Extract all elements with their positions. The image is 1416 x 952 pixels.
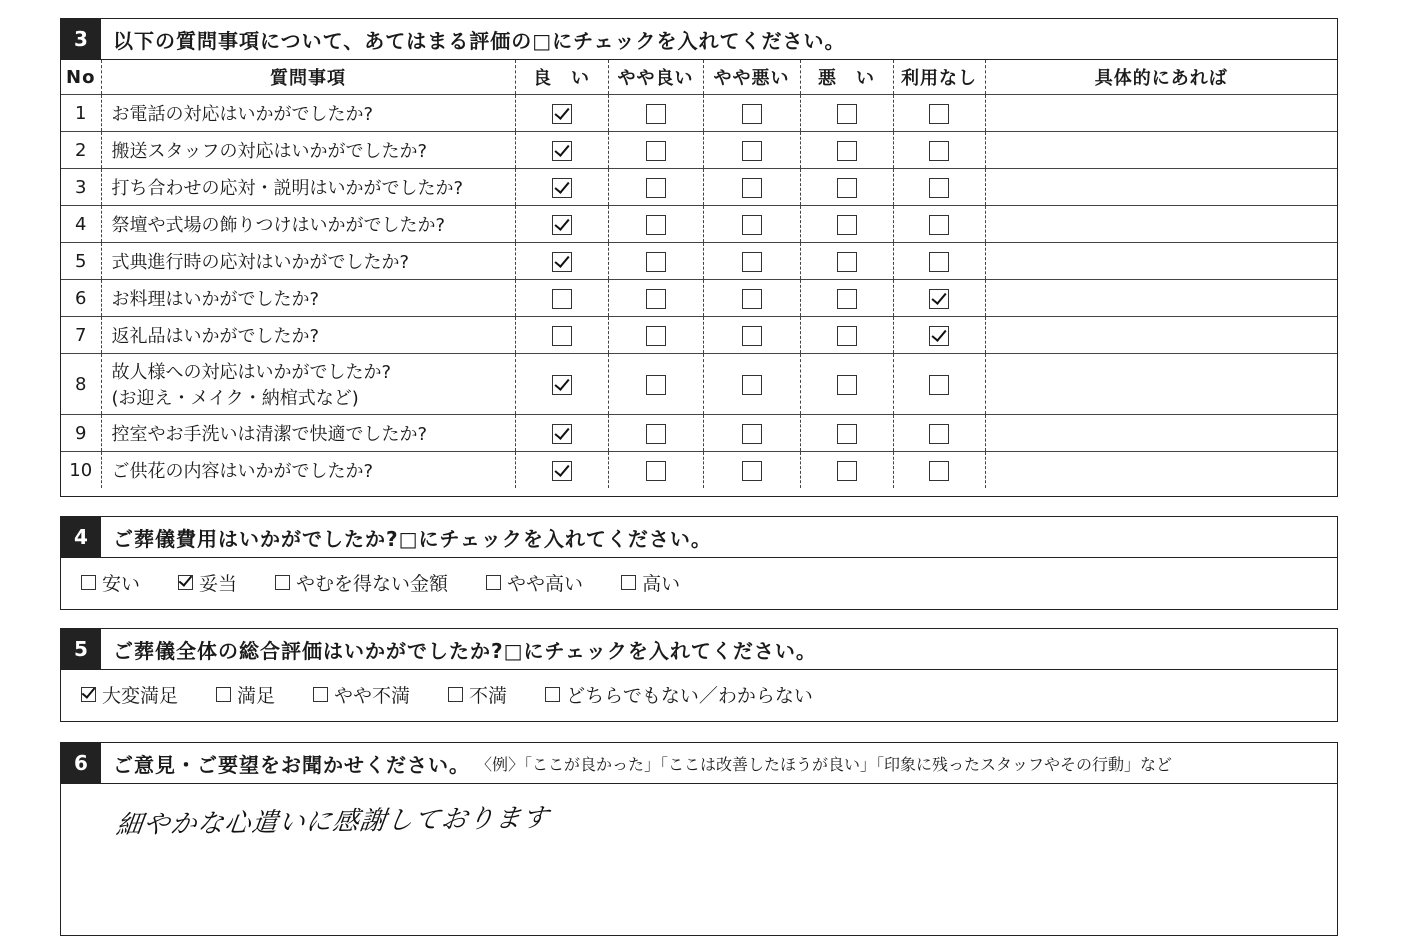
question-line-1: ご供花の内容はいかがでしたか? <box>111 461 374 482</box>
question-text <box>101 206 515 243</box>
rating-cell <box>608 317 703 354</box>
rating-checkbox[interactable] <box>742 104 762 124</box>
details-cell[interactable] <box>985 415 1337 452</box>
rating-checkbox[interactable] <box>929 375 949 395</box>
option-checkbox[interactable] <box>216 687 231 702</box>
option-label: やや不満 <box>334 684 411 707</box>
rating-checkbox[interactable] <box>646 461 666 481</box>
rating-checkbox[interactable] <box>837 375 857 395</box>
section-title-text: ご意見・ご要望をお聞かせください。 <box>113 752 470 777</box>
details-cell[interactable] <box>985 206 1337 243</box>
rating-cell <box>893 132 985 169</box>
rating-cell <box>515 354 608 415</box>
rating-checkbox[interactable] <box>929 326 949 346</box>
question-text <box>101 243 515 280</box>
cost-options <box>61 558 1337 606</box>
option-label: 満足 <box>237 684 276 707</box>
section-title: 以下の質問事項について、あてはまる評価の□にチェックを入れてください。 <box>113 28 846 53</box>
rating-checkbox[interactable] <box>742 178 762 198</box>
rating-checkbox[interactable] <box>929 461 949 481</box>
question-text <box>101 415 515 452</box>
questions-body <box>61 95 1337 489</box>
section-6-header <box>61 743 1337 784</box>
rating-checkbox[interactable] <box>837 104 857 124</box>
rating-checkbox[interactable] <box>837 215 857 235</box>
section-title <box>101 743 1172 783</box>
question-text <box>101 280 515 317</box>
option-item[interactable] <box>178 569 237 596</box>
rating-checkbox[interactable] <box>742 375 762 395</box>
rating-cell <box>608 452 703 489</box>
table-row <box>61 354 1337 415</box>
option-item[interactable] <box>621 569 680 596</box>
option-label: 妥当 <box>199 572 238 595</box>
rating-cell <box>608 415 703 452</box>
section-number: 6 <box>61 743 101 783</box>
question-line-1: お料理はいかがでしたか? <box>111 289 320 310</box>
rating-cell <box>608 243 703 280</box>
rating-checkbox[interactable] <box>742 215 762 235</box>
header-somewhat-good: やや良い <box>608 60 703 95</box>
rating-cell <box>893 169 985 206</box>
table-row <box>61 95 1337 132</box>
details-cell[interactable] <box>985 317 1337 354</box>
option-checkbox[interactable] <box>313 687 328 702</box>
rating-checkbox[interactable] <box>837 252 857 272</box>
rating-checkbox[interactable] <box>929 289 949 309</box>
overall-rating-options <box>61 670 1337 718</box>
option-label: 高い <box>642 572 681 595</box>
header-not-used: 利用なし <box>893 60 985 95</box>
rating-checkbox[interactable] <box>552 178 572 198</box>
table-row <box>61 280 1337 317</box>
option-checkbox[interactable] <box>81 575 96 590</box>
details-cell[interactable] <box>985 354 1337 415</box>
rating-cell <box>800 354 893 415</box>
section-5-header <box>61 629 1337 670</box>
rating-cell <box>703 415 800 452</box>
question-line-1: 式典進行時の応対はいかがでしたか? <box>111 252 410 273</box>
table-row <box>61 415 1337 452</box>
rating-cell <box>515 95 608 132</box>
question-line-1: 故人様への対応はいかがでしたか? <box>111 362 392 383</box>
section-3 <box>60 18 1338 497</box>
question-text <box>101 95 515 132</box>
rating-cell <box>893 243 985 280</box>
rating-checkbox[interactable] <box>646 289 666 309</box>
details-cell[interactable] <box>985 452 1337 489</box>
details-cell[interactable] <box>985 132 1337 169</box>
rating-cell <box>703 354 800 415</box>
rating-cell <box>515 415 608 452</box>
details-cell[interactable] <box>985 95 1337 132</box>
question-number: 4 <box>61 206 101 243</box>
rating-cell <box>608 132 703 169</box>
section-5 <box>60 628 1338 722</box>
question-number: 7 <box>61 317 101 354</box>
rating-checkbox[interactable] <box>646 215 666 235</box>
rating-checkbox[interactable] <box>742 252 762 272</box>
option-label: 大変満足 <box>102 684 179 707</box>
section-4 <box>60 516 1338 610</box>
question-line-1: 控室やお手洗いは清潔で快適でしたか? <box>111 424 428 445</box>
rating-checkbox[interactable] <box>837 326 857 346</box>
rating-checkbox[interactable] <box>552 141 572 161</box>
rating-cell <box>703 169 800 206</box>
option-checkbox[interactable] <box>448 687 463 702</box>
rating-cell <box>800 132 893 169</box>
option-checkbox[interactable] <box>81 687 96 702</box>
header-good: 良 い <box>515 60 608 95</box>
rating-cell <box>800 280 893 317</box>
option-label: やや高い <box>507 572 584 595</box>
rating-checkbox[interactable] <box>929 252 949 272</box>
rating-cell <box>515 243 608 280</box>
rating-checkbox[interactable] <box>837 289 857 309</box>
question-line-1: 搬送スタッフの対応はいかがでしたか? <box>111 141 428 162</box>
section-example-note: 〈例〉「ここが良かった」「ここは改善したほうが良い」「印象に残ったスタッフやその行動」など <box>476 754 1173 774</box>
rating-cell <box>703 206 800 243</box>
option-item[interactable] <box>545 681 813 708</box>
rating-cell <box>515 452 608 489</box>
rating-checkbox[interactable] <box>837 141 857 161</box>
question-text <box>101 317 515 354</box>
questions-table <box>61 60 1337 488</box>
question-number: 3 <box>61 169 101 206</box>
question-text <box>101 354 515 415</box>
details-cell[interactable] <box>985 243 1337 280</box>
option-checkbox[interactable] <box>545 687 560 702</box>
option-item[interactable] <box>216 681 275 708</box>
handwritten-comment[interactable]: 細やかな心遣いに感謝しております <box>114 803 552 841</box>
rating-checkbox[interactable] <box>552 252 572 272</box>
rating-cell <box>893 354 985 415</box>
rating-cell <box>800 206 893 243</box>
question-number: 2 <box>61 132 101 169</box>
details-cell[interactable] <box>985 280 1337 317</box>
option-checkbox[interactable] <box>178 575 193 590</box>
rating-cell <box>800 243 893 280</box>
table-row <box>61 169 1337 206</box>
header-bad: 悪 い <box>800 60 893 95</box>
table-row <box>61 132 1337 169</box>
rating-cell <box>800 415 893 452</box>
question-line-1: お電話の対応はいかがでしたか? <box>111 104 374 125</box>
option-checkbox[interactable] <box>621 575 636 590</box>
table-header-row <box>61 60 1337 95</box>
rating-checkbox[interactable] <box>742 289 762 309</box>
rating-checkbox[interactable] <box>552 104 572 124</box>
rating-cell <box>800 95 893 132</box>
rating-cell <box>800 317 893 354</box>
details-cell[interactable] <box>985 169 1337 206</box>
rating-cell <box>703 95 800 132</box>
rating-checkbox[interactable] <box>929 104 949 124</box>
rating-cell <box>703 280 800 317</box>
rating-checkbox[interactable] <box>552 375 572 395</box>
rating-checkbox[interactable] <box>742 424 762 444</box>
rating-checkbox[interactable] <box>742 141 762 161</box>
rating-checkbox[interactable] <box>646 252 666 272</box>
rating-cell <box>608 169 703 206</box>
question-line-1: 返礼品はいかがでしたか? <box>111 326 320 347</box>
question-number: 5 <box>61 243 101 280</box>
rating-checkbox[interactable] <box>646 326 666 346</box>
section-number: 5 <box>61 629 101 669</box>
rating-checkbox[interactable] <box>837 461 857 481</box>
table-row <box>61 206 1337 243</box>
rating-cell <box>800 452 893 489</box>
option-item[interactable] <box>448 681 507 708</box>
option-checkbox[interactable] <box>486 575 501 590</box>
option-label: どちらでもない／わからない <box>566 684 813 707</box>
rating-checkbox[interactable] <box>742 326 762 346</box>
rating-cell <box>608 354 703 415</box>
option-label: やむを得ない金額 <box>296 572 449 595</box>
rating-checkbox[interactable] <box>929 178 949 198</box>
rating-cell <box>703 317 800 354</box>
rating-cell <box>608 280 703 317</box>
rating-checkbox[interactable] <box>552 215 572 235</box>
question-text <box>101 452 515 489</box>
header-somewhat-bad: やや悪い <box>703 60 800 95</box>
question-number: 8 <box>61 354 101 415</box>
section-title: ご葬儀全体の総合評価はいかがでしたか?□にチェックを入れてください。 <box>113 638 817 663</box>
table-row <box>61 452 1337 489</box>
option-item[interactable] <box>81 681 178 708</box>
rating-cell <box>703 452 800 489</box>
option-item[interactable] <box>81 569 140 596</box>
header-no: No <box>61 60 101 95</box>
rating-cell <box>893 206 985 243</box>
rating-checkbox[interactable] <box>837 424 857 444</box>
rating-cell <box>515 132 608 169</box>
option-label: 安い <box>102 572 141 595</box>
rating-checkbox[interactable] <box>929 424 949 444</box>
rating-cell <box>515 169 608 206</box>
rating-cell <box>893 317 985 354</box>
table-row <box>61 243 1337 280</box>
section-number: 3 <box>61 19 101 59</box>
section-title: ご葬儀費用はいかがでしたか?□にチェックを入れてください。 <box>113 526 712 551</box>
rating-cell <box>703 243 800 280</box>
option-item[interactable] <box>313 681 410 708</box>
rating-cell <box>893 280 985 317</box>
rating-checkbox[interactable] <box>646 424 666 444</box>
rating-cell <box>515 206 608 243</box>
rating-cell <box>893 95 985 132</box>
rating-cell <box>703 132 800 169</box>
rating-checkbox[interactable] <box>929 215 949 235</box>
rating-cell <box>800 169 893 206</box>
rating-checkbox[interactable] <box>646 104 666 124</box>
header-question: 質問事項 <box>101 60 515 95</box>
section-3-header <box>61 19 1337 60</box>
question-line-1: 祭壇や式場の飾りつけはいかがでしたか? <box>111 215 446 236</box>
section-6 <box>60 742 1338 936</box>
question-number: 1 <box>61 95 101 132</box>
rating-checkbox[interactable] <box>929 141 949 161</box>
question-text <box>101 132 515 169</box>
question-line-1: 打ち合わせの応対・説明はいかがでしたか? <box>111 178 464 199</box>
question-number: 10 <box>61 452 101 489</box>
rating-cell <box>608 206 703 243</box>
rating-checkbox[interactable] <box>552 424 572 444</box>
table-row <box>61 317 1337 354</box>
rating-cell <box>515 280 608 317</box>
rating-checkbox[interactable] <box>837 178 857 198</box>
option-item[interactable] <box>275 569 448 596</box>
rating-checkbox[interactable] <box>742 461 762 481</box>
question-text <box>101 169 515 206</box>
option-item[interactable] <box>486 569 583 596</box>
rating-cell <box>608 95 703 132</box>
question-line-2: (お迎え・メイク・納棺式など) <box>111 388 359 409</box>
rating-cell <box>515 317 608 354</box>
option-label: 不満 <box>469 684 508 707</box>
section-number: 4 <box>61 517 101 557</box>
section-4-header <box>61 517 1337 558</box>
rating-checkbox[interactable] <box>552 289 572 309</box>
rating-checkbox[interactable] <box>646 375 666 395</box>
rating-checkbox[interactable] <box>552 326 572 346</box>
question-number: 6 <box>61 280 101 317</box>
option-checkbox[interactable] <box>275 575 290 590</box>
rating-cell <box>893 452 985 489</box>
rating-checkbox[interactable] <box>552 461 572 481</box>
question-number: 9 <box>61 415 101 452</box>
rating-cell <box>893 415 985 452</box>
rating-checkbox[interactable] <box>646 178 666 198</box>
rating-checkbox[interactable] <box>646 141 666 161</box>
header-details: 具体的にあれば <box>985 60 1337 95</box>
